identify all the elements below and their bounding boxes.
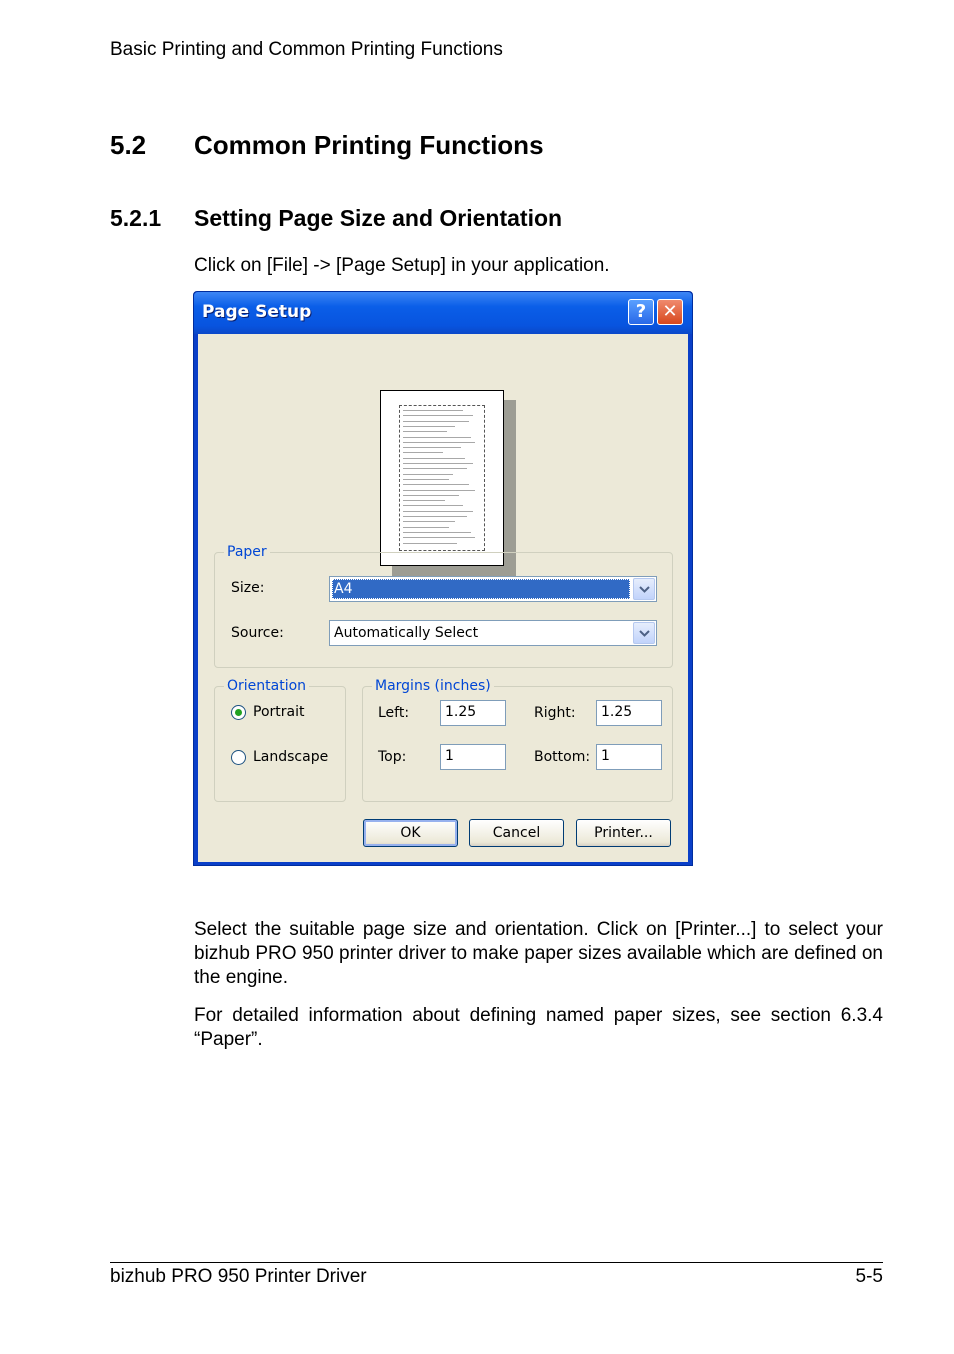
- portrait-label[interactable]: Portrait: [253, 704, 305, 720]
- page-preview-text-line: [403, 500, 445, 501]
- help-icon: ?: [635, 301, 647, 322]
- subsection-heading: [110, 205, 562, 232]
- footer-title: bizhub PRO 950 Printer Driver: [110, 1266, 367, 1287]
- page-preview-text-line: [403, 532, 471, 533]
- page-preview-text-line: [403, 458, 465, 459]
- footer-rule: [110, 1262, 883, 1263]
- subsection-number: 5.2.1: [110, 205, 162, 231]
- page-preview-text-line: [403, 527, 449, 528]
- right-margin-input[interactable]: 1.25: [596, 700, 662, 726]
- page-preview-text-line: [403, 537, 475, 538]
- section-number: 5.2: [110, 130, 147, 160]
- page-preview-text-line: [403, 474, 453, 475]
- page-preview-text-line: [403, 410, 463, 411]
- chevron-down-icon: [639, 630, 650, 637]
- page-number: 5-5: [855, 1266, 883, 1287]
- dialog-title-bar[interactable]: [194, 292, 692, 334]
- paper-group-label: Paper: [224, 543, 270, 561]
- source-label: Source:: [231, 625, 284, 641]
- right-margin-label: Right:: [534, 705, 576, 721]
- page-preview-text-line: [403, 490, 475, 491]
- page-preview-text-line: [403, 505, 463, 506]
- ok-button[interactable]: OK: [363, 819, 458, 847]
- page-preview-text-line: [403, 484, 469, 485]
- page-preview-text-line: [403, 447, 461, 448]
- cancel-button[interactable]: Cancel: [469, 819, 564, 847]
- left-margin-label: Left:: [378, 705, 410, 721]
- running-header: Basic Printing and Common Printing Functions: [110, 39, 503, 60]
- size-select-value: A4: [332, 579, 630, 599]
- chevron-down-icon: [639, 586, 650, 593]
- page-preview-text-line: [403, 468, 467, 469]
- source-select[interactable]: [329, 620, 657, 646]
- bottom-margin-label: Bottom:: [534, 749, 591, 765]
- margins-group-label: Margins (inches): [372, 677, 494, 695]
- size-dropdown-button[interactable]: [633, 578, 655, 600]
- page-preview-text-line: [403, 463, 473, 464]
- bottom-margin-input[interactable]: 1: [596, 744, 662, 770]
- page-preview-text-line: [403, 495, 459, 496]
- page-preview-text-line: [403, 479, 449, 480]
- source-dropdown-button[interactable]: [633, 622, 655, 644]
- page-preview-text-line: [403, 437, 471, 438]
- size-select[interactable]: [329, 576, 657, 602]
- paper-group: [214, 544, 673, 668]
- page-preview-text-line: [403, 452, 443, 453]
- section-heading: [110, 130, 544, 161]
- page-preview-text-line: [403, 431, 447, 432]
- paragraph-2: For detailed information about defining named paper sizes, see section 6.3.4 “Paper”.: [194, 1005, 883, 1050]
- page-preview-text-line: [403, 415, 473, 416]
- radio-selected-dot: [235, 709, 242, 716]
- section-title: Common Printing Functions: [194, 130, 544, 160]
- landscape-label[interactable]: Landscape: [253, 749, 329, 765]
- dialog-client-area: [198, 334, 688, 862]
- close-icon: ✕: [662, 301, 678, 322]
- intro-text: Click on [File] -> [Page Setup] in your application.: [194, 255, 610, 276]
- size-label: Size:: [231, 580, 265, 596]
- page-preview-text-line: [403, 421, 469, 422]
- help-button[interactable]: [628, 299, 654, 325]
- page-setup-dialog: [193, 291, 693, 866]
- subsection-title: Setting Page Size and Orientation: [194, 205, 563, 231]
- page-preview-text-line: [403, 511, 473, 512]
- close-button[interactable]: [657, 299, 683, 325]
- left-margin-input[interactable]: 1.25: [440, 700, 506, 726]
- page-preview-text-line: [403, 442, 475, 443]
- page-preview: [380, 390, 504, 566]
- page-preview-text-line: [403, 516, 467, 517]
- landscape-radio[interactable]: [231, 750, 246, 765]
- page-preview-text-line: [403, 521, 455, 522]
- page-preview-text-line: [403, 543, 457, 544]
- paragraph-1: Select the suitable page size and orientation. Click on [Printer...] to select your bizhub PRO 950 printer driver to make paper sizes available which are defined on the engine.: [194, 919, 883, 988]
- printer-button[interactable]: Printer...: [576, 819, 671, 847]
- source-select-value: Automatically Select: [334, 625, 479, 641]
- page-preview-margin: [399, 405, 485, 551]
- top-margin-input[interactable]: 1: [440, 744, 506, 770]
- orientation-group-label: Orientation: [224, 677, 309, 695]
- top-margin-label: Top:: [378, 749, 407, 765]
- dialog-title: Page Setup: [202, 302, 312, 322]
- page-preview-text-line: [403, 426, 455, 427]
- portrait-radio[interactable]: [231, 705, 246, 720]
